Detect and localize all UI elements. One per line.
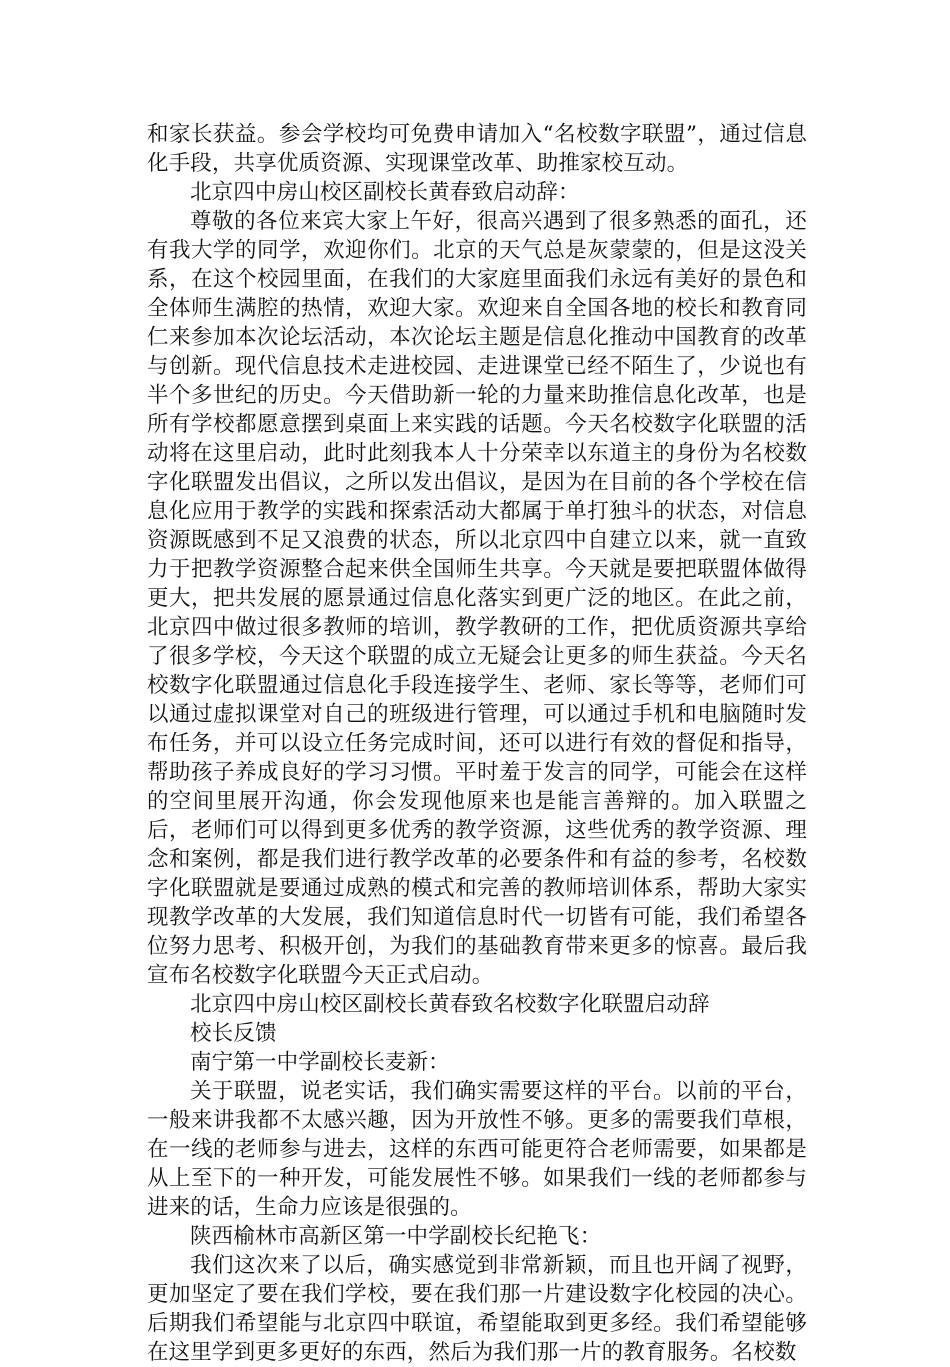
feedback-paragraph: 关于联盟，说老实话，我们确实需要这样的平台。以前的平台，一般来讲我都不太感兴趣，因为开放性不够。更多的需要我们草根，在一线的老师参与进去，这样的东西可能更符合老师需要，如果都是从上至下的一种开发，可能发展性不够。如果我们一线的老师都参与进来的话，生命力应该是很强的。 xyxy=(147,1079,807,1220)
speaker-heading: 北京四中房山校区副校长黄春致启动辞： xyxy=(190,180,580,205)
section-heading: 校长反馈 xyxy=(190,1021,277,1046)
speaker-heading: 陕西榆林市高新区第一中学副校长纪艳飞： xyxy=(190,1224,602,1249)
document-body xyxy=(147,120,807,1367)
paragraph-continuation: 和家长获益。参会学校均可免费申请加入“名校数字联盟”，通过信息化手段，共享优质资源、实现课堂改革、助推家校互动。 xyxy=(147,122,807,176)
caption-line: 北京四中房山校区副校长黄春致名校数字化联盟启动辞 xyxy=(190,992,710,1017)
speaker-heading: 南宁第一中学副校长麦新： xyxy=(190,1050,450,1075)
feedback-paragraph: 我们这次来了以后，确实感觉到非常新颖，而且也开阔了视野，更加坚定了要在我们学校，要在我们那一片建设数字化校园的决心。后期我们希望能与北京四中联谊，希望能取到更多经。我们希望能够在这里学到更多更好的东西，然后为我们那一片的教育服务。名校数 xyxy=(147,1253,807,1365)
speech-paragraph: 尊敬的各位来宾大家上午好，很高兴遇到了很多熟悉的面孔，还有我大学的同学，欢迎你们。北京的天气总是灰蒙蒙的，但是这没关系，在这个校园里面，在我们的大家庭里面我们永远有美好的景色和全体师生满腔的热情，欢迎大家。欢迎来自全国各地的校长和教育同仁来参加本次论坛活动，本次论坛主题是信息化推动中国教育的改革与创新。现代信息技术走进校园、走进课堂已经不陌生了，少说也有半个多世纪的历史。今天借助新一轮的力量来助推信息化改革，也是所有学校都愿意摆到桌面上来实践的话题。今天名校数字化联盟的活动将在这里启动，此时此刻我本人十分荣幸以东道主的身份为名校数字化联盟发出倡议，之所以发出倡议，是因为在目前的各个学校在信息化应用于教学的实践和探索活动大都属于单打独斗的状态，对信息资源既感到不足又浪费的状态，所以北京四中自建立以来，就一直致力于把教学资源整合起来供全国师生共享。今天就是要把联盟体做得更大，把共发展的愿景通过信息化落实到更广泛的地区。在此之前，北京四中做过很多教师的培训，教学教研的工作，把优质资源共享给了很多学校，今天这个联盟的成立无疑会让更多的师生获益。今天名校数字化联盟通过信息化手段连接学生、老师、家长等等，老师们可以通过虚拟课堂对自己的班级进行管理，可以通过手机和电脑随时发布任务，并可以设立任务完成时间，还可以进行有效的督促和指导，帮助孩子养成良好的学习习惯。平时羞于发言的同学，可能会在这样的空间里展开沟通，你会发现他原来也是能言善辩的。加入联盟之后，老师们可以得到更多优秀的教学资源，这些优秀的教学资源、理念和案例，都是我们进行教学改革的必要条件和有益的参考，名校数字化联盟就是要通过成熟的模式和完善的教师培训体系，帮助大家实现教学改革的大发展，我们知道信息时代一切皆有可能，我们希望各位努力思考、积极开创，为我们的基础教育带来更多的惊喜。最后我宣布名校数字化联盟今天正式启动。 xyxy=(147,209,807,988)
